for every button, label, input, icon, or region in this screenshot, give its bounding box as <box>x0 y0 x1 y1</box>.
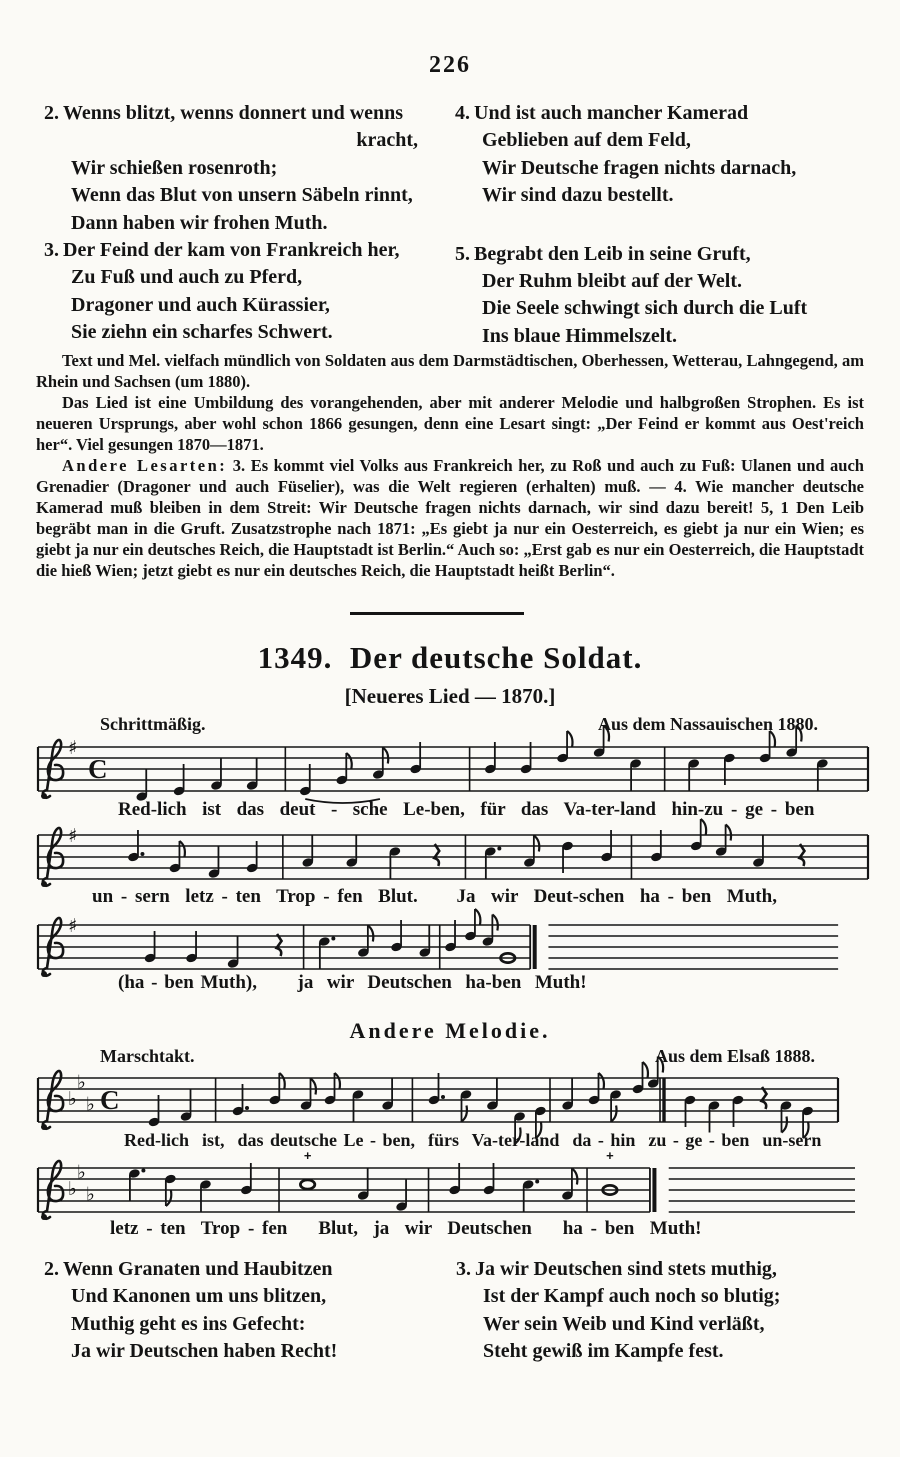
editorial-note-paragraph: Das Lied ist eine Umbildung des vorangehenden, aber mit anderer Melodie und halbgroßen Strophen. Es ist neueren Ursprungs, aber wohl schon 1866 gesungen, denn eine Lesart singt: „Der Feind er kommt aus Oest'reich her“. Viel gesungen 1870—1871. <box>36 393 864 454</box>
lyrics-line-5: letz - ten Trop - fen Blut, ja wir Deutschen ha - ben Muth! <box>110 1218 702 1239</box>
verse-line: Geblieben auf dem Feld, <box>482 129 691 152</box>
verse-line: 2. Wenns blitzt, wenns donnert und wenns <box>44 102 404 124</box>
verse-line: Steht gewiß im Kampfe fest. <box>483 1340 724 1363</box>
verse-line: Zu Fuß und auch zu Pferd, <box>71 266 303 289</box>
svg-text:♯: ♯ <box>68 915 78 937</box>
page-number: 226 <box>429 52 471 78</box>
verse-line: Wenn das Blut von unsern Säbeln rinnt, <box>71 184 413 207</box>
editorial-note-paragraph: Text und Mel. vielfach mündlich von Soldaten aus dem Darmstädtischen, Oberhessen, Wetterau, Lahngegend, am Rhein und Sachsen (um 1880). <box>36 351 864 391</box>
verses-bottom-right <box>456 1256 866 1366</box>
verse-line: Wir Deutsche fragen nichts darnach, <box>482 156 797 179</box>
svg-text:♭: ♭ <box>68 1178 77 1200</box>
svg-text:+: + <box>606 1148 614 1163</box>
verse-line: kracht, <box>356 129 418 152</box>
lyrics-line-3: (ha - ben Muth), ja wir Deutschen ha-ben Muth! <box>118 972 587 993</box>
svg-text:♭: ♭ <box>86 1093 95 1116</box>
verse-line: Der Ruhm bleibt auf der Welt. <box>482 270 743 293</box>
verses-top-right <box>455 100 833 350</box>
verse-number: 5. <box>455 242 470 265</box>
verse-line: 3. Der Feind der kam von Frankreich her, <box>44 239 400 262</box>
editorial-note-paragraph: Andere Lesarten: 3. Es kommt viel Volks aus Frankreich her, zu Roß und auch zu Fuß: Ulanen und auch Grenadier (Dragoner und auch Füselier), was die Welt regieren (erhalten) muß. — 4. Wie mancher deutsche Kamerad muß bleiben in dem Streit: Wir Deutsche fragen nichts darnach, wir sind dazu bereit! 5, 1 Den Leib begräbt man in die Gruft. Zusatzstrophe nach 1871: „Es giebt ja nur ein Oesterreich, es giebt ja nur ein Wien; es giebt ja nur ein deutsches Reich, die Hauptstadt ist Berlin.“ Auch so: „Erst gab es nur ein Oesterreich, die Hauptstadt die hieß Wien; jetzt giebt es nur ein deutsches Reich, die Hauptstadt heißt Berlin“. <box>36 456 864 580</box>
verses-bottom-left <box>44 1256 434 1366</box>
svg-text:♯: ♯ <box>68 825 78 847</box>
svg-text:C: C <box>88 754 108 784</box>
verse <box>455 241 833 351</box>
verse-line: Ist der Kampf auch noch so blutig; <box>483 1285 781 1308</box>
verses-top-left <box>44 100 418 347</box>
verse-line: Wir sind dazu bestellt. <box>482 184 674 207</box>
verse-line: Ins blaue Himmelszelt. <box>482 324 677 347</box>
verse <box>44 100 418 237</box>
verse-line: Dragoner und auch Kürassier, <box>71 293 330 316</box>
svg-text:♭: ♭ <box>86 1183 95 1206</box>
tempo-marking-1: Schrittmäßig. <box>100 714 206 734</box>
verse-number: 4. <box>455 102 470 124</box>
source-attribution-2: Aus dem Elsaß 1888. <box>654 1046 815 1066</box>
verse <box>44 237 418 347</box>
editorial-notes <box>36 350 864 581</box>
svg-text:♭: ♭ <box>77 1071 86 1094</box>
verse-line: Die Seele schwingt sich durch die Luft <box>482 297 808 320</box>
alternate-melody-heading: Andere Melodie. <box>349 1018 551 1043</box>
verse-line: Dann haben wir frohen Muth. <box>71 211 328 234</box>
verse-number: 3. <box>44 239 59 262</box>
svg-text:C: C <box>100 1085 120 1115</box>
lyrics-line-4: Red-lich ist, das deutsche Le - ben, fürs Va-ter-land da - hin zu - ge - ben un-sern <box>124 1130 822 1150</box>
verse <box>455 100 833 210</box>
verse-line: 4. Und ist auch mancher Kamerad <box>455 102 749 124</box>
song-subtitle: [Neueres Lied — 1870.] <box>344 684 556 708</box>
verse-line: 2. Wenn Granaten und Haubitzen <box>44 1258 333 1280</box>
verse-line: Und Kanonen um uns blitzen, <box>71 1285 327 1308</box>
verse-line: Wir schießen rosenroth; <box>71 156 278 179</box>
verse <box>456 1256 866 1366</box>
source-attribution-1: Aus dem Nassauischen 1880. <box>597 714 818 734</box>
verse <box>44 1256 434 1366</box>
verse-line: Sie ziehn ein scharfes Schwert. <box>71 321 333 344</box>
verse-line: 5. Begrabt den Leib in seine Gruft, <box>455 242 751 265</box>
lyrics-line-1: Red-lich ist das deut - sche Le-ben, für das Va-ter-land hin-zu - ge - ben <box>118 799 815 820</box>
verse-number: 2. <box>44 1258 59 1280</box>
tempo-marking-2: Marschtakt. <box>100 1046 195 1066</box>
lyrics-line-2: un - sern letz - ten Trop - fen Blut. Ja wir Deut-schen ha - ben Muth, <box>92 886 777 907</box>
verse-line: 3. Ja wir Deutschen sind stets muthig, <box>456 1258 777 1280</box>
spaced-lead: Andere Lesarten: <box>62 456 228 475</box>
svg-text:+: + <box>303 1148 312 1163</box>
verse-line: Muthig geht es ins Gefecht: <box>71 1312 306 1335</box>
verse-number: 3. <box>456 1258 471 1280</box>
verse-number: 2. <box>44 102 59 124</box>
svg-text:♭: ♭ <box>77 1161 86 1184</box>
verse-line: Ja wir Deutschen haben Recht! <box>71 1340 338 1363</box>
svg-text:♭: ♭ <box>68 1088 77 1110</box>
song-title: 1349. Der deutsche Soldat. <box>257 640 643 675</box>
verse-line: Wer sein Weib und Kind verläßt, <box>483 1312 765 1335</box>
svg-text:♯: ♯ <box>68 737 78 759</box>
section-divider <box>350 612 524 615</box>
